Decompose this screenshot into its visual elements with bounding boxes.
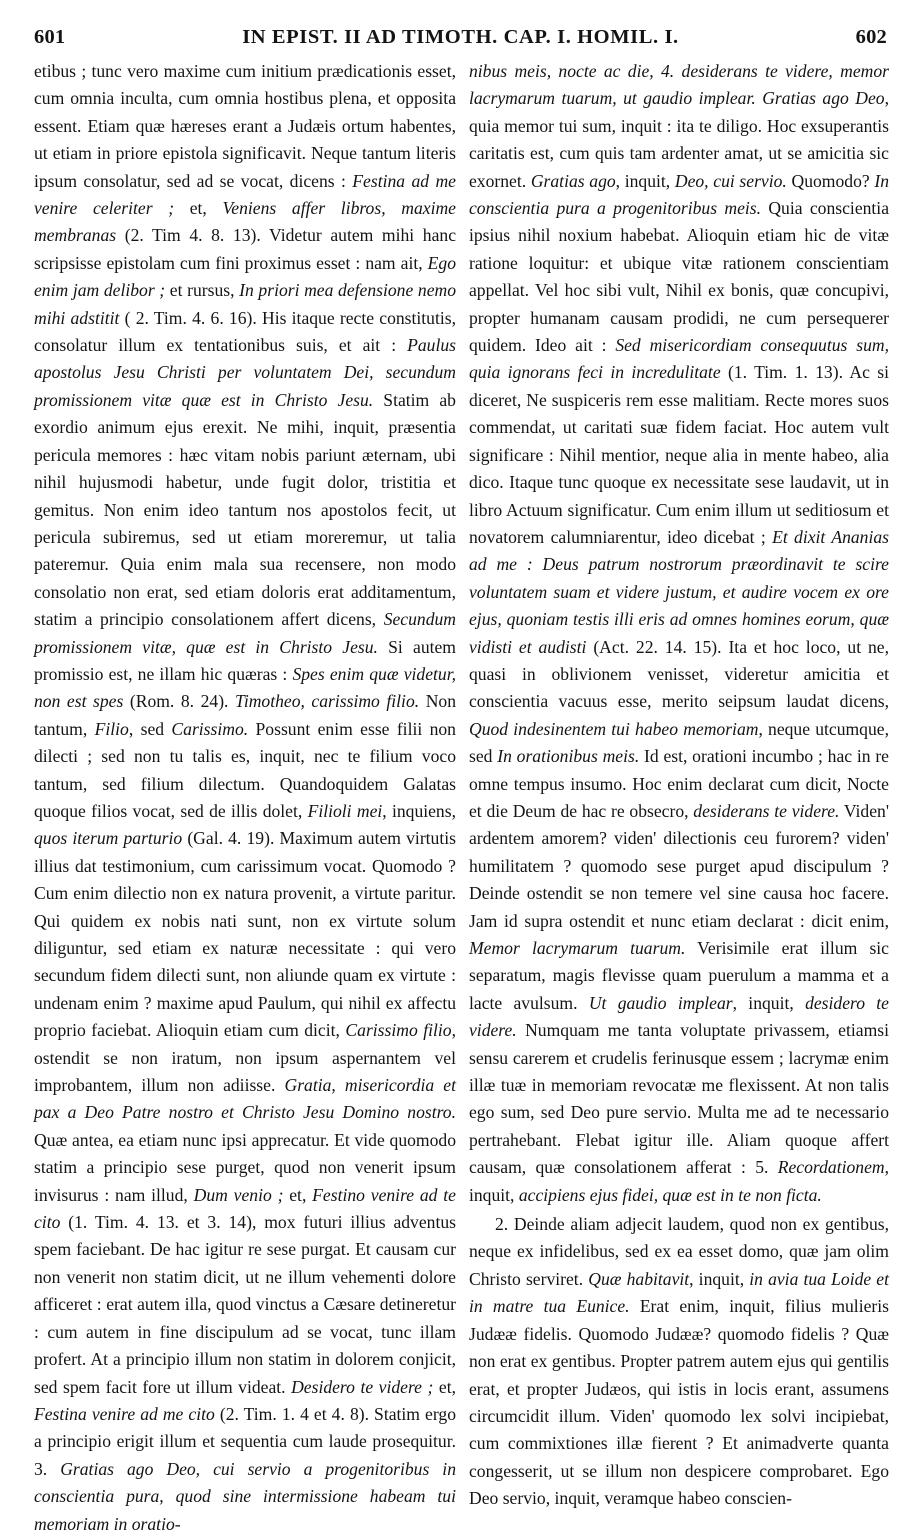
- text-run: (1. Tim. 1. 13). Ac si diceret, Ne suspiceris rem esse malitiam. Recte mores suos commendat, ut caritati suæ fidem faciat. Hoc autem vult significare : Nihil mentior, neque alia in mente habeo, alia dico. Itaque tunc quoque ex necessitate sese laudavit, ut in libro Actuum significatur. Cum enim illum ut seditiosum et novatorem calumniarentur, ideo dicebat ;: [469, 362, 889, 547]
- text-run: Viden' ardentem amorem? viden' dilectionis ceu furorem? viden' humilitatem ? quomodo sese purget apud discipulum ? Deinde ostendit se non temere vel sine causa hoc facere. Jam id supra ostendit et nunc etiam declarat : dicit enim,: [469, 800, 890, 931]
- italic-text: Gratias ago Deo: [762, 88, 885, 109]
- text-run: (2. Tim 4. 8. 13). Videtur autem mihi hanc scripsisse epistolam cum fini proximus esset : nam ait,: [34, 225, 456, 273]
- italic-text: Ut gaudio implear: [588, 992, 733, 1013]
- right-column: [469, 58, 889, 1513]
- italic-text: Memor lacrymarum tuarum.: [469, 938, 686, 958]
- text-run: Si autem promissio est, ne illam hic quæras :: [34, 636, 456, 684]
- italic-text: In priori mea defensione nemo mihi adstitit: [34, 280, 457, 328]
- italic-text: Quæ habitavit: [588, 1268, 690, 1289]
- italic-text: Gratias ago: [530, 170, 616, 191]
- running-header: [34, 20, 887, 54]
- italic-text: Dum venio ;: [193, 1184, 284, 1205]
- page-number-left: 601: [34, 25, 66, 48]
- text-run: et,: [283, 1184, 313, 1205]
- italic-text: Ego enim jam delibor ;: [34, 252, 456, 301]
- text-run: , inquit,: [689, 1268, 750, 1289]
- text-run: et,: [433, 1376, 456, 1397]
- italic-text: accipiens ejus fidei, quæ est in te non ficta.: [518, 1184, 822, 1205]
- italic-text: In orationibus meis.: [497, 746, 640, 767]
- italic-text: Et dixit Ananias ad me : Deus patrum nostrorum præordinavit te scire voluntatem suam et videre justum, et audire vocem ex ore ejus, quoniam testis illi eris ad omnes homines eorum, quæ vidisti et audisti: [469, 526, 890, 657]
- italic-text: in avia tua Loide et in matre tua Eunice.: [469, 1268, 890, 1317]
- text-run: (2. Tim. 1. 4 et 4. 8). Statim ergo a principio erigit illum et sequentia cum laude prosequitur. 3.: [34, 1403, 456, 1479]
- italic-text: Filioli mei: [307, 800, 383, 821]
- italic-text: Recordationem: [777, 1157, 885, 1178]
- italic-text: Gratias ago Deo, cui servio a progenitoribus in conscientia pura, quod sine intermissione habeam tui memoriam in oratio-: [34, 1458, 456, 1534]
- text-run: , inquit,: [732, 992, 806, 1013]
- text-run: Id est, orationi incumbo ; hac in re omne tempus insumo. Hoc enim declarat cum dicit, Nocte et die Deum de hac re obsecro,: [469, 746, 889, 821]
- text-run: , inquit,: [469, 1157, 889, 1205]
- text-run: Quæ antea, ea etiam nunc ipsi apprecatur. Et vide quomodo statim a principio sese purget, quod non venerit ipsum invisurus : nam illud,: [34, 1129, 456, 1205]
- page-number-right: 602: [855, 25, 887, 48]
- italic-text: quos iterum parturio: [34, 828, 183, 849]
- text-run: Non tantum,: [34, 691, 456, 739]
- italic-text: Veniens affer libros, maxime membranas: [34, 198, 456, 246]
- italic-text: desiderans te videre.: [693, 800, 840, 821]
- text-run: , neque utcumque, sed: [469, 718, 889, 767]
- text-run: Possunt enim esse filii non dilecti ; sed non tu talis es, inquit, nec te filium voco tantum, sed filium dilectum. Quandoquidem Galatas quoque filios vocat, sed de illis dolet,: [34, 718, 456, 821]
- text-run: Quia conscientia ipsius nihil noxium habebat. Alioquin etiam hic de vitæ ratione loquitur: et ubique vitæ rationem conscientiam appellat. Vel hoc sibi vult, Nihil ex bonis, quæ concupivi, propter humanam causam prodidi, ne cum persequerer quidem. Ideo ait :: [469, 198, 890, 356]
- text-run: ( 2. Tim. 4. 6. 16). His itaque recte constitutis, consolatur illum ex tentationibus suis, et ait :: [34, 307, 456, 356]
- italic-text: Secundum promissionem vitæ, quæ est in Christo Jesu.: [34, 609, 456, 657]
- text-run: Statim ab exordio animum ejus erexit. Ne mihi, inquit, præsentia pericula memores : hæc vitam nobis pariunt æternam, ubi nihil hujusmodi habetur, unde fugit dolor, tristitia et gemitus. Non enim ideo tantum nos apostolos fecit, ut pericula subiremus, sed ut etiam moreremur, ut talia pateremur. Quia enim mala sua recensere, non modo consolatio non erat, sed etiam doloris erat additamentum, statim a principio consolationem affert dicens,: [34, 389, 456, 630]
- text-run: , ostendit se non iratum, non ipsum aspernantem vel improbantem, illum non adiisse.: [34, 1020, 456, 1096]
- italic-text: Festina venire ad me cito: [34, 1403, 215, 1424]
- text-run: (Act. 22. 14. 15). Ita et hoc loco, ut ne, quasi in oblivionem venisset, videretur amicitia et conscientia vacuus esse, merito seipsum laudat dicens,: [469, 636, 890, 712]
- italic-text: Festina ad me venire celeriter ;: [34, 170, 456, 219]
- italic-text: Quod indesinentem tui habeo memoriam: [469, 718, 759, 739]
- paragraph: [469, 58, 889, 1209]
- italic-text: Deo, cui servio.: [674, 170, 787, 191]
- text-run: et,: [174, 198, 223, 219]
- italic-text: Carissimo.: [171, 718, 249, 739]
- text-run: Quomodo?: [786, 170, 875, 191]
- italic-text: Festino venire ad te cito: [34, 1184, 456, 1233]
- text-run: , inquiens,: [382, 800, 456, 821]
- italic-text: Desidero te videre ;: [291, 1376, 434, 1397]
- text-run: (1. Tim. 4. 13. et 3. 14), mox futuri illius adventus spem faciebant. De hac igitur re sese purgat. Et causam cur non venerit non statim dicit, ut ne illum vehementi dolore afficeret : erat autem illa, quod vinctus a Cæsare detineretur : cum autem in fine discipulum ad se vocat, tunc illam profert. At a principio illum non statim in dolorem conjicit, sed spem facit fore ut illum videat.: [34, 1212, 456, 1397]
- italic-text: Filio: [94, 718, 129, 739]
- text-run: etibus ; tunc vero maxime cum initium prædicationis esset, cum omnia inculta, cum omnia hostibus plena, et opposita essent. Etiam quæ hæreses erant a Judæis ortum habentes, ut etiam in priore epistola significavit. Neque tantum literis ipsum consolatur, sed ad se vocat, dicens :: [34, 61, 456, 191]
- text-run: , quia memor tui sum, inquit : ita te diligo. Hoc exsuperantis caritatis est, cum quis tam ardenter amat, ut se amicitia sic exornet.: [469, 88, 889, 191]
- text-run: 2. Deinde aliam adjecit laudem, quod non ex gentibus, neque ex infidelibus, sed ex ea esset domo, quæ jam olim Christo serviret.: [469, 1214, 889, 1289]
- text-run: , sed: [128, 718, 172, 739]
- paragraph: [469, 1211, 889, 1512]
- italic-text: Gratia, misericordia et pax a Deo Patre nostro et Christo Jesu Domino nostro.: [34, 1075, 456, 1123]
- text-run: Verisimile erat illum sic separatum, magis flevisse quam puerulum a mamma et a lacte avulsum.: [469, 938, 889, 1013]
- text-run: (Gal. 4. 19). Maximum autem virtutis illius dat testimonium, cum carissimum vocat. Quomodo ? Cum enim dilectio non ex natura provenit, a virtute paritur. Qui quidem ex nobis nati sunt, non ex virtute solum diliguntur, sed etiam ex naturæ necessitate : qui vero secundum fidem dilecti sunt, non aliunde quam ex virtute : undenam enim ? maxime apud Paulum, qui nihil ex affectu proprio faciebat. Alioquin etiam cum dicit,: [34, 828, 456, 1041]
- italic-text: desidero te videre.: [469, 992, 889, 1041]
- text-run: Numquam me tanta voluptate privassem, etiamsi sensu carerem et crudelis ferinusque essem ; lacrymæ enim illæ tuæ in memoriam revocatæ me flexissent. At non talis ego sum, sed Deo pure servio. Multa me ad te necessario pertrahebant. Flebat igitur ille. Aliam quoque affert causam, quæ consolationem afferat : 5.: [469, 1020, 889, 1178]
- italic-text: In conscientia pura a progenitoribus meis.: [469, 170, 890, 219]
- text-run: et rursus,: [165, 280, 240, 301]
- paragraph: [34, 58, 456, 1538]
- italic-text: Sed misericordiam consequutus sum, quia ignorans feci in incredulitate: [469, 335, 889, 383]
- italic-text: Spes enim quæ videtur, non est spes: [34, 663, 456, 712]
- italic-text: Carissimo filio: [345, 1020, 452, 1041]
- left-column: [34, 58, 456, 1538]
- text-run: (Rom. 8. 24).: [123, 691, 235, 712]
- italic-text: nibus meis, nocte ac die, 4. desiderans te videre, memor lacrymarum tuarum, ut gaudio implear.: [469, 61, 889, 109]
- running-title: IN EPIST. II AD TIMOTH. CAP. I. HOMIL. I.: [242, 25, 679, 48]
- text-run: , inquit,: [615, 170, 675, 191]
- italic-text: Timotheo, carissimo filio.: [235, 691, 420, 712]
- italic-text: Paulus apostolus Jesu Christi per voluntatem Dei, secundum promissionem vitæ quæ est in Christo Jesu.: [34, 335, 456, 410]
- text-run: Erat enim, inquit, filius mulieris Judææ fidelis. Quomodo Judææ? quomodo fidelis ? Quæ non erat ex gentibus. Propter patrem autem ejus qui gentilis erat, et propter Judæos, qui istis in locis erant, assumens circumcidit illum. Viden' quomodo lex solvi incipiebat, cum commixtiones illæ fierent ? Et animadverte quanta congesserit, ut se illum non despicere comprobaret. Ego Deo servio, inquit, veramque habeo conscien-: [469, 1296, 889, 1509]
